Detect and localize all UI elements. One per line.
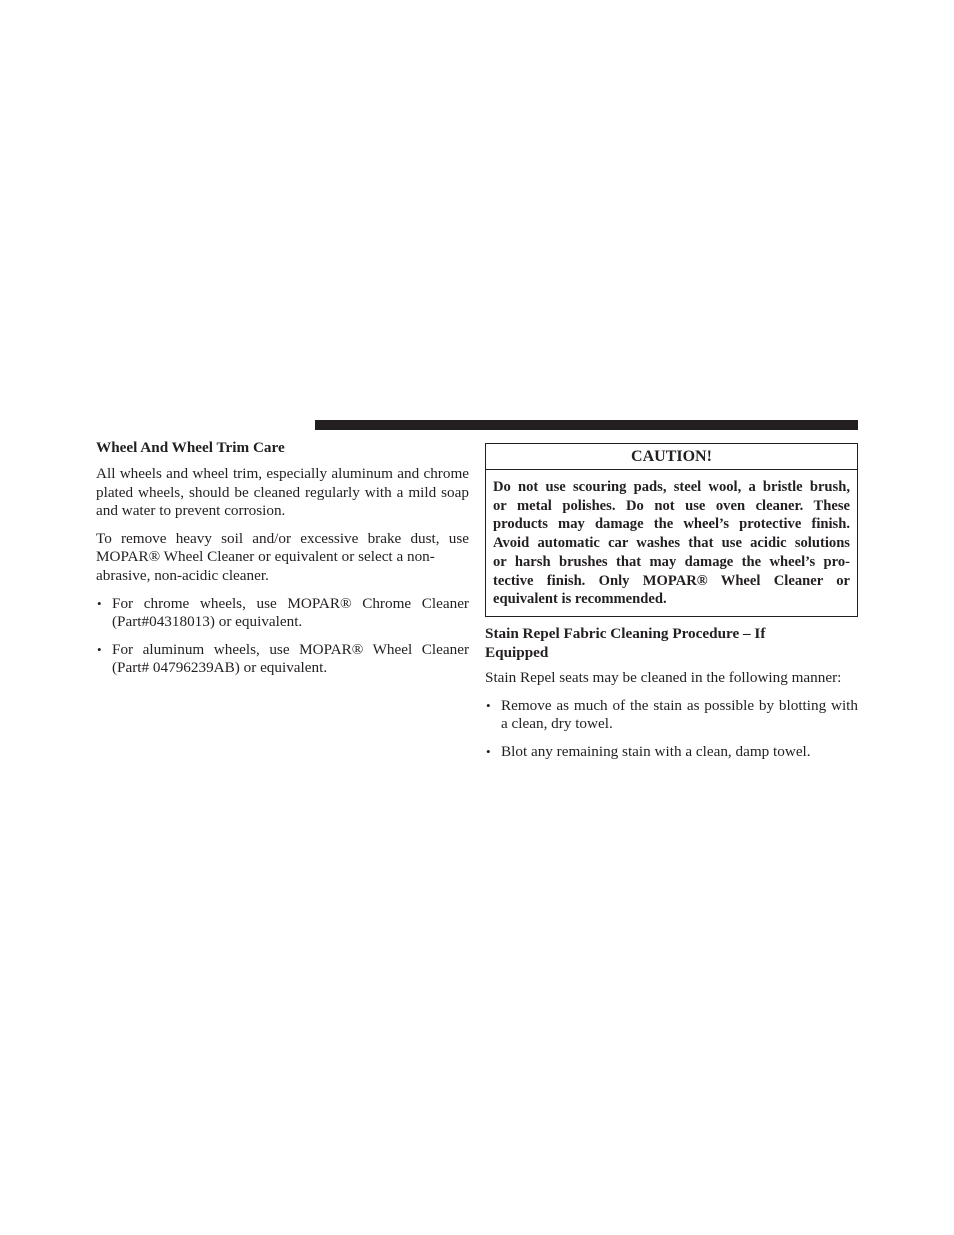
- bullet-icon: •: [486, 743, 491, 759]
- caution-text: [486, 470, 857, 616]
- list-item-text: For aluminum wheels, use MOPAR® Wheel Cleaner (Part# 04796239AB) or equivalent.: [112, 640, 469, 677]
- section-header-bar: [315, 420, 858, 430]
- stain-repel-intro: Stain Repel seats may be cleaned in the following manner:: [485, 668, 842, 686]
- bullet-icon: •: [486, 697, 491, 713]
- caution-line: products may damage the wheel’s protective finish.: [493, 516, 850, 533]
- caution-line: tective finish. Only MOPAR® Wheel Cleaner or: [493, 572, 850, 589]
- caution-box: [485, 443, 858, 617]
- wheel-cleaner-list: [96, 595, 469, 678]
- wheel-care-paragraph-1: All wheels and wheel trim, especially aluminum and chrome plated wheels, should be cleaned regularly with a mild soap and water to prevent corrosion.: [96, 465, 469, 520]
- caution-title: CAUTION!: [486, 444, 857, 470]
- wheel-care-paragraph-2: To remove heavy soil and/or excessive brake dust, use MOPAR® Wheel Cleaner or equivalent or select a non- abrasive, non-acidic cleaner.: [96, 529, 469, 584]
- caution-line: or metal polishes. Do not use oven cleaner. These: [493, 497, 850, 514]
- wheel-care-heading: Wheel And Wheel Trim Care: [96, 439, 285, 456]
- caution-line: equivalent is recommended.: [493, 591, 667, 608]
- bullet-icon: •: [97, 641, 102, 657]
- list-item-text: Remove as much of the stain as possible by blotting with a clean, dry towel.: [501, 696, 858, 733]
- left-column: [96, 438, 469, 687]
- right-column: [485, 438, 858, 770]
- list-item-text: Blot any remaining stain with a clean, damp towel.: [501, 742, 811, 760]
- stain-repel-list: [485, 697, 858, 762]
- caution-line: Do not use scouring pads, steel wool, a bristle brush,: [493, 479, 850, 495]
- caution-line: Avoid automatic car washes that use acidic solutions: [493, 535, 850, 552]
- list-item: [96, 595, 469, 632]
- list-item: [96, 641, 469, 678]
- bullet-icon: •: [97, 595, 102, 611]
- list-item: [485, 697, 858, 734]
- list-item-text: For chrome wheels, use MOPAR® Chrome Cleaner (Part#04318013) or equivalent.: [112, 594, 469, 631]
- list-item: [485, 743, 858, 762]
- caution-line: or harsh brushes that may damage the wheel’s pro-: [493, 553, 850, 570]
- stain-repel-heading: Stain Repel Fabric Cleaning Procedure – If Equipped: [485, 624, 766, 661]
